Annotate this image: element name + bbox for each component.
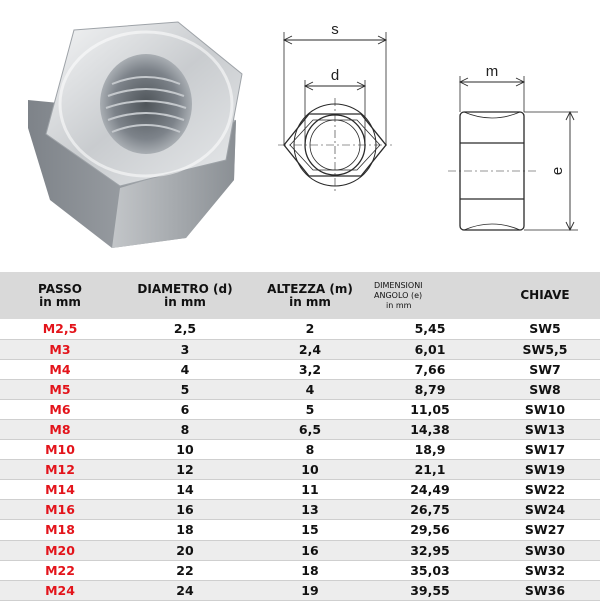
header-height bbox=[250, 272, 370, 319]
cell-corner: 26,75 bbox=[370, 500, 490, 520]
cell-corner: 7,66 bbox=[370, 359, 490, 379]
table-row bbox=[0, 319, 600, 339]
table-row bbox=[0, 339, 600, 359]
cell-corner: 32,95 bbox=[370, 540, 490, 560]
cell-key: SW5,5 bbox=[490, 339, 600, 359]
hex-nut-photo bbox=[0, 0, 268, 272]
cell-pitch: M20 bbox=[0, 540, 120, 560]
header-corner-unit: in mm bbox=[386, 300, 412, 310]
table-row bbox=[0, 540, 600, 560]
cell-diameter: 14 bbox=[120, 480, 250, 500]
header-diameter bbox=[120, 272, 250, 319]
header-height-unit: in mm bbox=[289, 294, 331, 309]
cell-pitch: M8 bbox=[0, 419, 120, 439]
cell-corner: 5,45 bbox=[370, 319, 490, 339]
cell-pitch: M5 bbox=[0, 379, 120, 399]
table-row bbox=[0, 460, 600, 480]
cell-diameter: 18 bbox=[120, 520, 250, 540]
cell-key: SW7 bbox=[490, 359, 600, 379]
cell-diameter: 8 bbox=[120, 419, 250, 439]
header-key-title: CHIAVE bbox=[520, 288, 570, 302]
table-row bbox=[0, 399, 600, 419]
cell-key: SW32 bbox=[490, 560, 600, 580]
table-row bbox=[0, 500, 600, 520]
cell-height: 11 bbox=[250, 480, 370, 500]
cell-pitch: M14 bbox=[0, 480, 120, 500]
cell-height: 8 bbox=[250, 440, 370, 460]
cell-corner: 8,79 bbox=[370, 379, 490, 399]
cell-pitch: M4 bbox=[0, 359, 120, 379]
cell-corner: 14,38 bbox=[370, 419, 490, 439]
cell-height: 4 bbox=[250, 379, 370, 399]
cell-height: 19 bbox=[250, 580, 370, 600]
cell-key: SW27 bbox=[490, 520, 600, 540]
cell-corner: 6,01 bbox=[370, 339, 490, 359]
cell-height: 2 bbox=[250, 319, 370, 339]
nut-hole bbox=[100, 54, 192, 154]
header-corner-subtitle: ANGOLO (e) bbox=[374, 290, 423, 300]
cell-diameter: 24 bbox=[120, 580, 250, 600]
cell-height: 6,5 bbox=[250, 419, 370, 439]
cell-height: 10 bbox=[250, 460, 370, 480]
cell-pitch: M18 bbox=[0, 520, 120, 540]
table-row bbox=[0, 359, 600, 379]
cell-corner: 18,9 bbox=[370, 440, 490, 460]
product-header bbox=[0, 0, 600, 272]
header-diameter-title: DIAMETRO (d) bbox=[137, 281, 233, 296]
nut-technical-drawing bbox=[268, 0, 600, 272]
cell-corner: 11,05 bbox=[370, 399, 490, 419]
table-row bbox=[0, 560, 600, 580]
cell-height: 5 bbox=[250, 399, 370, 419]
dim-m-label: m bbox=[485, 63, 499, 80]
cell-pitch: M6 bbox=[0, 399, 120, 419]
cell-diameter: 2,5 bbox=[120, 319, 250, 339]
cell-height: 13 bbox=[250, 500, 370, 520]
cell-height: 15 bbox=[250, 520, 370, 540]
cell-diameter: 5 bbox=[120, 379, 250, 399]
cell-diameter: 22 bbox=[120, 560, 250, 580]
cell-key: SW30 bbox=[490, 540, 600, 560]
cell-key: SW36 bbox=[490, 580, 600, 600]
cell-key: SW17 bbox=[490, 440, 600, 460]
cell-diameter: 16 bbox=[120, 500, 250, 520]
cell-pitch: M24 bbox=[0, 580, 120, 600]
cell-height: 3,2 bbox=[250, 359, 370, 379]
table-row bbox=[0, 419, 600, 439]
cell-pitch: M12 bbox=[0, 460, 120, 480]
header-diameter-unit: in mm bbox=[164, 294, 206, 309]
header-pitch bbox=[0, 272, 120, 319]
cell-pitch: M3 bbox=[0, 339, 120, 359]
cell-pitch: M22 bbox=[0, 560, 120, 580]
dim-d-label: d bbox=[330, 67, 340, 84]
cell-pitch: M10 bbox=[0, 440, 120, 460]
header-height-title: ALTEZZA (m) bbox=[267, 281, 353, 296]
cell-height: 16 bbox=[250, 540, 370, 560]
cell-key: SW13 bbox=[490, 419, 600, 439]
header-pitch-title: PASSO bbox=[38, 281, 82, 296]
cell-key: SW24 bbox=[490, 500, 600, 520]
table-row bbox=[0, 379, 600, 399]
cell-key: SW5 bbox=[490, 319, 600, 339]
side-view-chamfer-bottom bbox=[464, 224, 520, 230]
cell-corner: 35,03 bbox=[370, 560, 490, 580]
table-body bbox=[0, 319, 600, 600]
cell-diameter: 4 bbox=[120, 359, 250, 379]
cell-height: 18 bbox=[250, 560, 370, 580]
cell-diameter: 6 bbox=[120, 399, 250, 419]
header-corner bbox=[370, 272, 490, 319]
cell-corner: 21,1 bbox=[370, 460, 490, 480]
cell-diameter: 12 bbox=[120, 460, 250, 480]
cell-corner: 39,55 bbox=[370, 580, 490, 600]
dim-e-label: e bbox=[549, 166, 566, 176]
header-pitch-unit: in mm bbox=[39, 294, 81, 309]
table-row bbox=[0, 580, 600, 600]
cell-diameter: 10 bbox=[120, 440, 250, 460]
cell-key: SW8 bbox=[490, 379, 600, 399]
cell-corner: 29,56 bbox=[370, 520, 490, 540]
cell-key: SW10 bbox=[490, 399, 600, 419]
dimensions-table-container bbox=[0, 272, 600, 600]
table-header-row bbox=[0, 272, 600, 319]
cell-height: 2,4 bbox=[250, 339, 370, 359]
cell-pitch: M16 bbox=[0, 500, 120, 520]
cell-key: SW22 bbox=[490, 480, 600, 500]
nut-dimensions-table bbox=[0, 272, 600, 601]
table-row bbox=[0, 480, 600, 500]
cell-pitch: M2,5 bbox=[0, 319, 120, 339]
header-corner-title: DIMENSIONI bbox=[374, 280, 423, 290]
side-view-chamfer-top bbox=[464, 112, 520, 118]
cell-corner: 24,49 bbox=[370, 480, 490, 500]
dim-s-label: s bbox=[331, 21, 339, 38]
table-row bbox=[0, 440, 600, 460]
cell-diameter: 3 bbox=[120, 339, 250, 359]
table-row bbox=[0, 520, 600, 540]
header-key bbox=[490, 272, 600, 319]
cell-diameter: 20 bbox=[120, 540, 250, 560]
cell-key: SW19 bbox=[490, 460, 600, 480]
